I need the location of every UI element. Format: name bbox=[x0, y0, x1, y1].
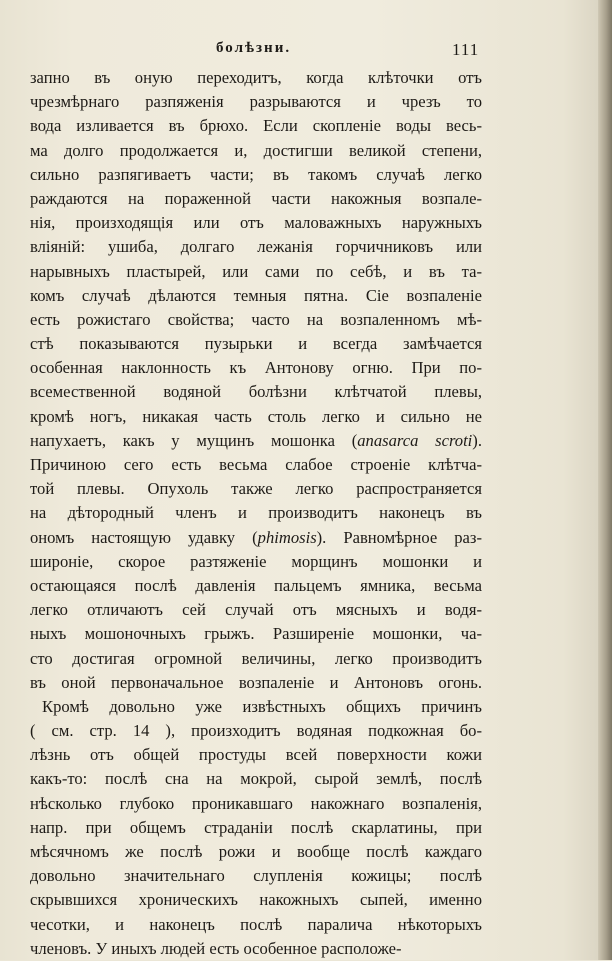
text-segment: нѣсколько глубоко проникавшаго накожнаго возпаленія, bbox=[30, 793, 482, 813]
text-line bbox=[30, 163, 482, 187]
text-line bbox=[30, 913, 482, 937]
text-line bbox=[30, 792, 482, 816]
text-segment: довольно значительнаго слупленія кожицы; послѣ bbox=[30, 866, 482, 886]
text-segment: широніе, скорое разтяженіе морщинъ мошонки и bbox=[30, 551, 482, 571]
text-line bbox=[30, 139, 482, 163]
text-line bbox=[30, 743, 482, 767]
text-line bbox=[30, 574, 482, 598]
text-line bbox=[30, 671, 482, 695]
text-line bbox=[30, 308, 482, 332]
text-line bbox=[30, 840, 482, 864]
text-line bbox=[30, 356, 482, 380]
text-segment: нія, произходящія или отъ маловажныхъ наружныхъ bbox=[30, 213, 482, 233]
text-line bbox=[30, 66, 482, 90]
text-line bbox=[30, 719, 482, 743]
text-segment: на дѣтородный членъ и производитъ наконецъ въ bbox=[30, 503, 482, 523]
text-line bbox=[30, 598, 482, 622]
text-segment: напр. при общемъ страданіи послѣ скарлатины, при bbox=[30, 817, 482, 837]
text-segment: ономъ настоящую удавку ( bbox=[30, 527, 258, 547]
body-text bbox=[30, 66, 482, 961]
text-segment: комъ случаѣ дѣлаются темныя пятна. Сіе возпаленіе bbox=[30, 285, 482, 305]
text-line bbox=[30, 90, 482, 114]
text-line bbox=[30, 211, 482, 235]
text-line bbox=[30, 816, 482, 840]
text-line bbox=[30, 284, 482, 308]
text-segment: какъ-то: послѣ сна на мокрой, сырой землѣ, послѣ bbox=[30, 769, 482, 789]
text-segment: чрезмѣрнаго разпяженія разрываются и чрезъ то bbox=[30, 92, 482, 112]
text-segment: ). Равномѣрное раз- bbox=[316, 527, 482, 547]
page-edge-shadow bbox=[598, 0, 612, 960]
latin-term: anasarca scroti bbox=[357, 430, 473, 450]
text-line bbox=[30, 260, 482, 284]
text-line bbox=[30, 332, 482, 356]
text-line bbox=[30, 550, 482, 574]
text-segment: членовъ. У иныхъ людей есть особенное расположе- bbox=[30, 938, 402, 958]
text-line bbox=[30, 647, 482, 671]
text-line bbox=[30, 380, 482, 404]
text-segment: той плевы. Опухоль также легко распространяется bbox=[30, 479, 482, 499]
text-segment: вліяній: ушиба, долгаго лежанія горчичниковъ или bbox=[30, 237, 482, 257]
text-segment: остающаяся послѣ давленія пальцемъ ямника, весьма bbox=[30, 575, 482, 595]
text-line bbox=[30, 767, 482, 791]
text-segment: мѣсячномъ же послѣ рожи и вообще послѣ каждаго bbox=[30, 842, 482, 861]
text-segment: въ оной первоначальное возпаленіе и Антоновъ огонь. bbox=[30, 672, 482, 692]
running-head-title: болѣзни. bbox=[216, 40, 292, 56]
text-line bbox=[30, 501, 482, 525]
text-line bbox=[30, 888, 482, 912]
text-line bbox=[30, 622, 482, 646]
text-segment: вода изливается въ брюхо. Если скопленіе воды весь- bbox=[30, 116, 482, 136]
latin-term: phimosis bbox=[257, 527, 317, 547]
text-segment: чесотки, и наконецъ послѣ паралича нѣкоторыхъ bbox=[30, 914, 482, 934]
text-segment: особенная наклонность къ Антонову огню. При по- bbox=[30, 358, 482, 378]
text-line bbox=[30, 477, 482, 501]
text-line bbox=[30, 453, 482, 477]
text-segment: запно въ оную переходитъ, когда клѣточки отъ bbox=[30, 68, 482, 87]
text-segment: сто достигая огромной величины, легко производитъ bbox=[30, 648, 482, 668]
text-line bbox=[30, 695, 482, 719]
text-line bbox=[30, 864, 482, 888]
text-segment: всемественной водяной болѣзни клѣтчатой плевы, bbox=[30, 382, 482, 402]
text-segment: ). bbox=[472, 430, 482, 450]
text-segment: ма долго продолжается и, достигши великой степени, bbox=[30, 140, 482, 160]
text-line bbox=[30, 114, 482, 138]
text-segment: нарывныхъ пластырей, или сами по себѣ, и въ та- bbox=[30, 261, 482, 281]
text-segment: легко отличаютъ сей случай отъ мясныхъ и водя- bbox=[30, 600, 482, 620]
text-segment: ( см. стр. 14 ), произходитъ водяная подкожная бо- bbox=[30, 721, 482, 741]
text-segment: стѣ показываются пузырьки и всегда замѣчается bbox=[30, 334, 482, 354]
text-segment: Причиною сего есть весьма слабое строеніе клѣтча- bbox=[30, 455, 482, 474]
text-segment: раждаются на пораженной части накожныя возпале- bbox=[30, 188, 482, 208]
text-segment: есть рожистаго свойства; часто на возпаленномъ мѣ- bbox=[30, 309, 482, 329]
running-head bbox=[0, 40, 600, 60]
text-segment: напухаетъ, какъ у мущинъ мошонка ( bbox=[30, 430, 358, 450]
text-line bbox=[30, 937, 482, 961]
text-segment: ныхъ мошоночныхъ грыжъ. Разширеніе мошонки, ча- bbox=[30, 624, 482, 644]
text-line bbox=[30, 187, 482, 211]
text-segment: сильно разпягиваетъ части; въ такомъ случаѣ легко bbox=[30, 164, 482, 184]
text-segment: кромѣ ногъ, никакая часть столь легко и сильно не bbox=[30, 406, 482, 426]
text-line bbox=[30, 405, 482, 429]
text-segment: Кромѣ довольно уже извѣстныхъ общихъ причинъ bbox=[42, 696, 482, 716]
text-line bbox=[30, 429, 482, 453]
page-number: 111 bbox=[452, 40, 480, 59]
text-line bbox=[30, 526, 482, 550]
text-line bbox=[30, 235, 482, 259]
text-segment: лѣзнь отъ общей простуды всей поверхности кожи bbox=[30, 745, 482, 765]
text-segment: скрывшихся хроническихъ накожныхъ сыпей, именно bbox=[30, 890, 482, 910]
